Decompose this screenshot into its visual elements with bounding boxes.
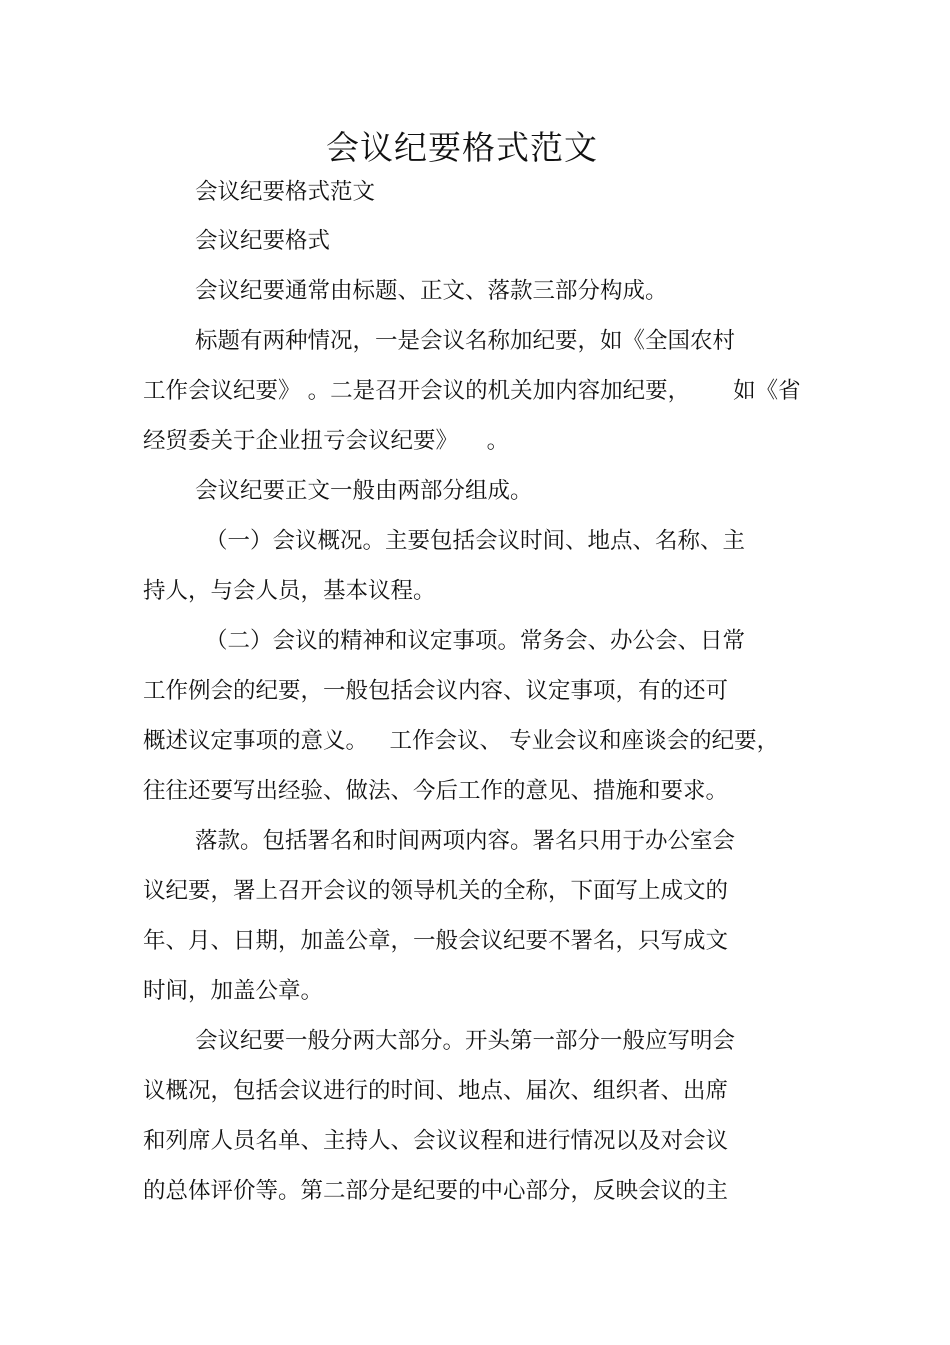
- body-line: 会议纪要一般分两大部分。开头第一部分一般应写明会: [195, 1028, 736, 1054]
- body-line: （二）会议的精神和议定事项。常务会、办公会、日常: [205, 628, 746, 654]
- body-line: 议纪要，署上召开会议的领导机关的全称，下面写上成文的: [143, 878, 729, 904]
- body-line: 概述议定事项的意义。 工作会议、 专业会议和座谈会的纪要，: [143, 728, 780, 754]
- body-line: 的总体评价等。第二部分是纪要的中心部分，反映会议的主: [143, 1178, 729, 1204]
- body-line: 工作例会的纪要，一般包括会议内容、议定事项，有的还可: [143, 678, 729, 704]
- body-line: 工作会议纪要》 。二是召开会议的机关加内容加纪要， 如《省: [143, 378, 801, 404]
- body-line: 标题有两种情况，一是会议名称加纪要，如《全国农村: [195, 328, 736, 354]
- body-line: 时间，加盖公章。: [143, 978, 324, 1004]
- body-line: 会议纪要正文一般由两部分组成。: [195, 478, 533, 504]
- body-line: 会议纪要格式范文: [195, 179, 376, 205]
- body-line: 和列席人员名单、主持人、会议议程和进行情况以及对会议: [143, 1128, 729, 1154]
- body-line: 议概况，包括会议进行的时间、地点、届次、组织者、出席: [143, 1078, 729, 1104]
- body-line: 会议纪要通常由标题、正文、落款三部分构成。: [195, 278, 668, 304]
- body-line: 持人，与会人员，基本议程。: [143, 578, 436, 604]
- body-line: 年、月、日期，加盖公章，一般会议纪要不署名，只写成文: [143, 928, 729, 954]
- body-line: （一）会议概况。主要包括会议时间、地点、名称、主: [205, 528, 746, 554]
- body-line: 会议纪要格式: [195, 228, 331, 254]
- body-line: 落款。包括署名和时间两项内容。署名只用于办公室会: [195, 828, 736, 854]
- document-title: 会议纪要格式范文: [326, 128, 598, 167]
- body-line: 经贸委关于企业扭亏会议纪要》 。: [143, 428, 510, 454]
- body-line: 往往还要写出经验、做法、今后工作的意见、措施和要求。: [143, 778, 729, 804]
